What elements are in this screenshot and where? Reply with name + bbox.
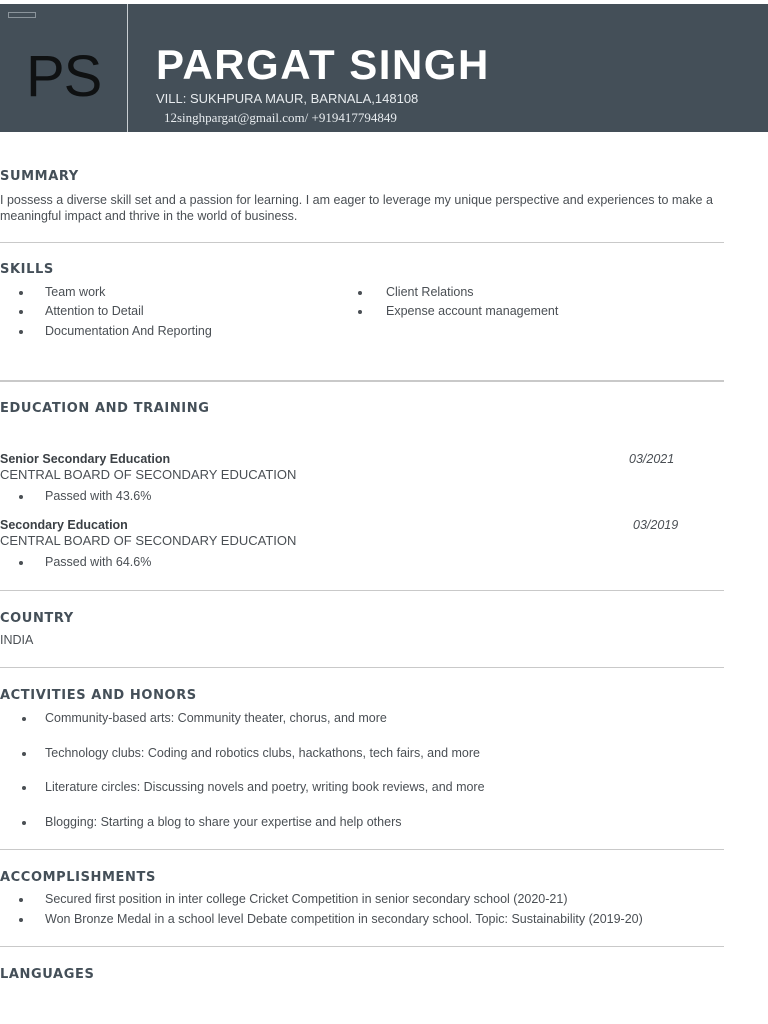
- education-degree: Senior Secondary Education: [0, 452, 171, 466]
- bullet-icon: [358, 291, 362, 295]
- activity-item: Literature circles: Discussing novels and poetry, writing book reviews, and more: [45, 780, 485, 794]
- bullet-icon: [19, 495, 23, 499]
- accomplishment-item: Won Bronze Medal in a school level Debate competition in secondary school. Topic: Sustainability (2019-20): [45, 912, 643, 926]
- divider: [0, 946, 724, 947]
- bullet-icon: [19, 291, 23, 295]
- skill-item: Team work: [45, 285, 106, 299]
- bullet-icon: [19, 561, 23, 565]
- divider: [0, 667, 724, 668]
- bullet-icon: [22, 717, 26, 721]
- education-date: 03/2021: [629, 452, 675, 466]
- skills-title: SKILLS: [0, 262, 54, 277]
- activity-item: Blogging: Starting a blog to share your expertise and help others: [45, 815, 402, 829]
- summary-title: SUMMARY: [0, 169, 79, 184]
- bullet-icon: [19, 330, 23, 334]
- skill-item: Attention to Detail: [45, 304, 144, 318]
- languages-title: LANGUAGES: [0, 967, 95, 982]
- skill-item: Client Relations: [386, 285, 474, 299]
- education-detail: Passed with 64.6%: [45, 555, 152, 569]
- country-title: COUNTRY: [0, 611, 74, 626]
- country-value: INDIA: [0, 633, 34, 647]
- skill-item: Documentation And Reporting: [45, 324, 212, 338]
- bullet-icon: [358, 310, 362, 314]
- divider: [0, 590, 724, 591]
- education-degree: Secondary Education: [0, 518, 128, 532]
- candidate-name: PARGAT SINGH: [156, 41, 490, 88]
- activity-item: Community-based arts: Community theater, chorus, and more: [45, 711, 387, 725]
- summary-line-1: I possess a diverse skill set and a passion for learning. I am eager to leverage my unique perspective and experiences to make a: [0, 193, 713, 207]
- education-board: CENTRAL BOARD OF SECONDARY EDUCATION: [0, 467, 297, 482]
- bullet-icon: [19, 898, 23, 902]
- divider: [0, 849, 724, 850]
- bullet-icon: [22, 821, 26, 825]
- bullet-icon: [19, 310, 23, 314]
- education-title: EDUCATION AND TRAINING: [0, 401, 210, 416]
- divider: [0, 380, 724, 382]
- contact-info: 12singhpargat@gmail.com/ +919417794849: [164, 110, 397, 125]
- divider: [0, 242, 724, 243]
- initials-box: [0, 4, 128, 132]
- activity-item: Technology clubs: Coding and robotics clubs, hackathons, tech fairs, and more: [45, 746, 480, 760]
- skill-item: Expense account management: [386, 304, 559, 318]
- address: VILL: SUKHPURA MAUR, BARNALA,148108: [156, 91, 419, 106]
- education-detail: Passed with 43.6%: [45, 489, 152, 503]
- accomplishments-title: ACCOMPLISHMENTS: [0, 870, 156, 885]
- header-mark-icon: [8, 12, 36, 18]
- education-board: CENTRAL BOARD OF SECONDARY EDUCATION: [0, 533, 297, 548]
- accomplishment-item: Secured first position in inter college Cricket Competition in senior secondary school (2020-21): [45, 892, 568, 906]
- bullet-icon: [22, 752, 26, 756]
- activities-title: ACTIVITIES AND HONORS: [0, 688, 197, 703]
- summary-line-2: meaningful impact and thrive in the world of business.: [0, 209, 298, 223]
- resume-header: [0, 4, 768, 132]
- bullet-icon: [22, 786, 26, 790]
- bullet-icon: [19, 918, 23, 922]
- initials: PS: [26, 44, 102, 109]
- education-date: 03/2019: [633, 518, 679, 532]
